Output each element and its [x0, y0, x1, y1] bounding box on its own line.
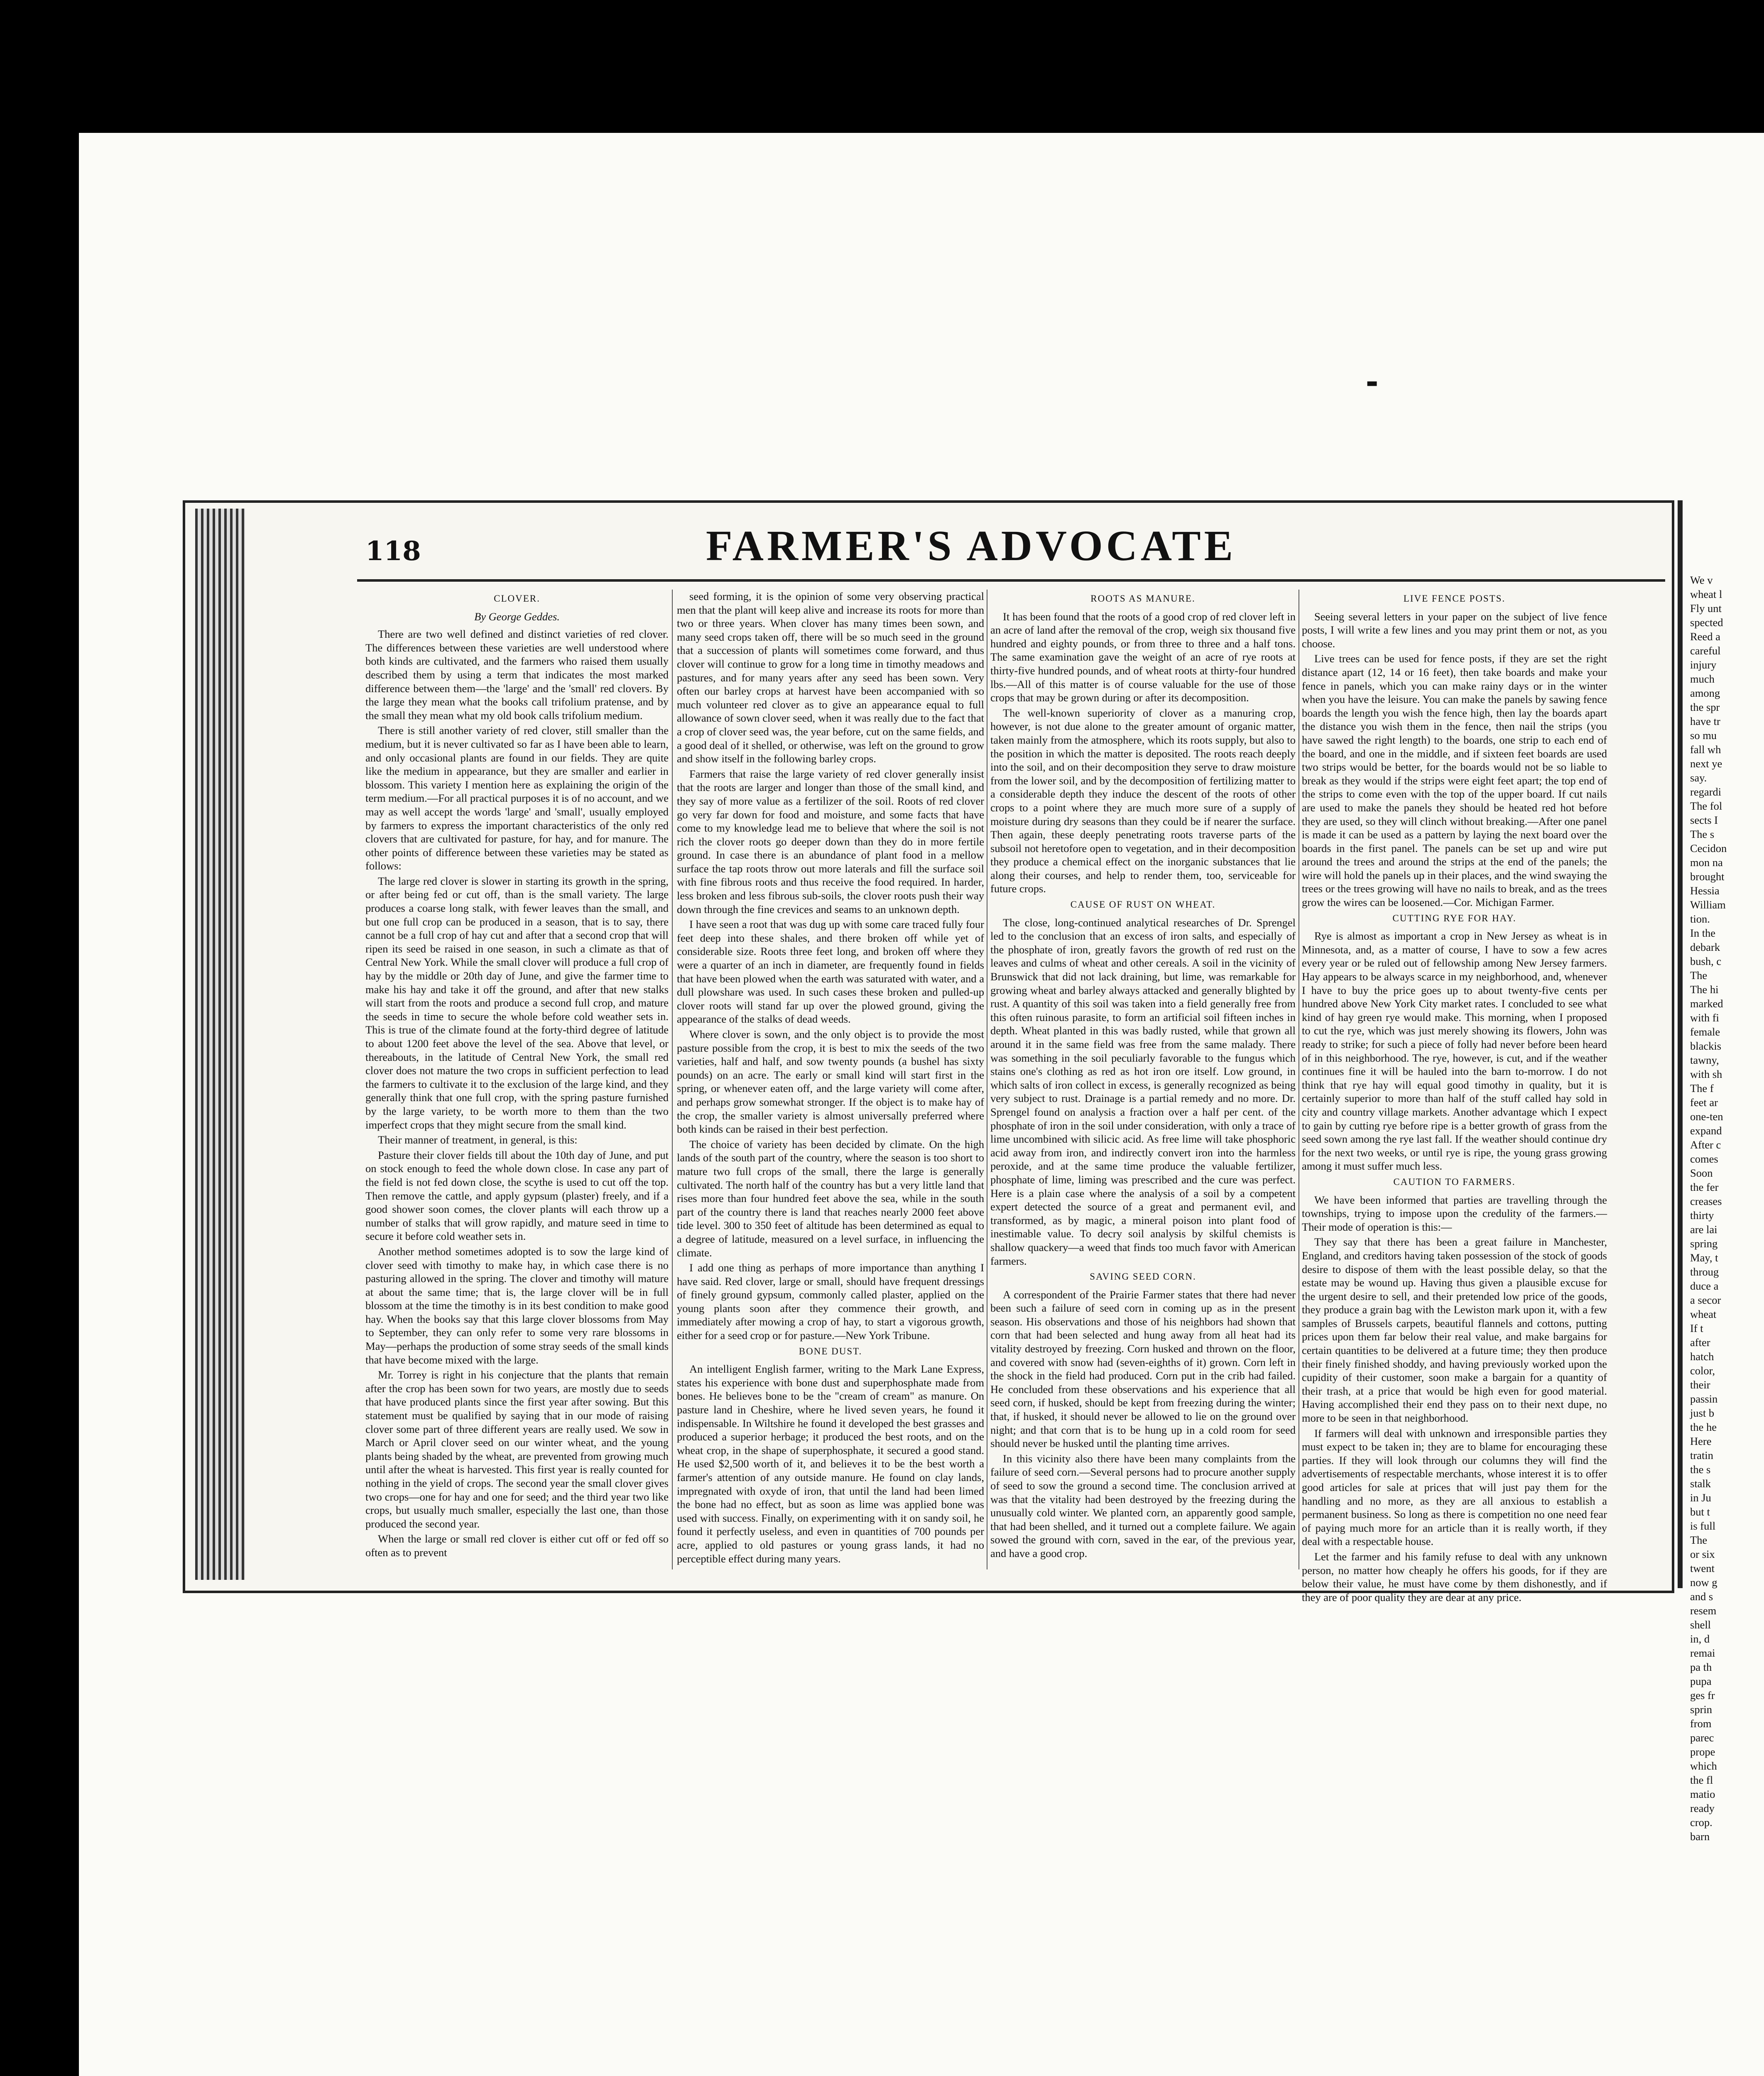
fragment-line: color,: [1690, 1364, 1715, 1377]
fragment-line: prope: [1690, 1746, 1715, 1758]
page-binding: [195, 509, 245, 1580]
article-heading: BONE DUST.: [799, 1346, 862, 1356]
fragment-line: parec: [1690, 1731, 1714, 1744]
fragment-line: ges fr: [1690, 1689, 1715, 1701]
article-heading: CLOVER.: [494, 593, 540, 604]
fragment-line: the spr: [1690, 701, 1720, 713]
fragment-line: twent: [1690, 1562, 1715, 1574]
fragment-line: much: [1690, 673, 1715, 685]
fragment-line: Here: [1690, 1435, 1712, 1447]
fragment-line: their: [1690, 1378, 1710, 1391]
fragment-line: creases: [1690, 1195, 1722, 1207]
fragment-line: in, d: [1690, 1633, 1710, 1645]
fragment-line: wheat: [1690, 1308, 1717, 1320]
article-paragraph: Rye is almost as important a crop in New Jersey as wheat is in Minnesota, and, as a matter of course, I have to sow a few acres every year or be ruled out of fellowship among New Jersey farmers. Hay appears to be always scarce in my neighborhood, and, whenever I have to buy the price goes up to about twenty-five cents per hundred above New York City market rates. I concluded to see what kind of hay green rye would make. This morning, when I proposed to cut the rye, which was just merely showing its flowers, John was ready to strike; for such a piece of folly had never before been heard of in this neighborhood. The rye, however, is cut, and if the weather continues fine it will be hauled into the barn to-morrow. I do not think that rye hay will equal good timothy in quality, but it is certainly superior to more than half of the stuff called hay sold in city and country village markets. Another advantage which I expect to gain by cutting rye before ripe is a better growth of grass from the seed sown among the rye last fall. If the weather should continue dry for the next two weeks, or until rye is ripe, the young grass growing among it must suffer much less.: [1302, 930, 1607, 1173]
fragment-line: next ye: [1690, 757, 1722, 770]
fragment-line: If t: [1690, 1322, 1703, 1334]
article-paragraph: The choice of variety has been decided by climate. On the high lands of the south part of the country, where the season is too short to mature two full crops of the small, there the large is generally cultivated. The north half of the country has but a very little land that rises more than four hundred feet above the sea, while in the south part of the country there is land that reaches nearly 2000 feet above tide level. 300 to 350 feet of altitude has been determined as equal to a degree of latitude, measured on a level surface, in influencing the climate.: [677, 1138, 984, 1259]
column-divider: [672, 590, 673, 1569]
fragment-line: the fer: [1690, 1181, 1719, 1193]
article-paragraph: Their manner of treatment, in general, is this:: [378, 1133, 578, 1146]
fragment-line: with fi: [1690, 1011, 1719, 1024]
article-paragraph: Let the farmer and his family refuse to deal with any unknown person, no matter how cheaply he offers his goods, for if they are below their value, he must have come by them dishonestly, and if they are of poor quality they are dear at any price.: [1302, 1550, 1607, 1604]
column-2: [677, 590, 984, 1569]
fragment-line: the he: [1690, 1421, 1717, 1433]
fragment-line: is full: [1690, 1520, 1716, 1532]
article-paragraph: Pasture their clover fields till about the 10th day of June, and put on stock enough to feed the whole down close. In case any part of the field is not fed down close, the scythe is used to cut off the top. Then remove the cattle, and apply gypsum (plaster) freely, and if a good shower soon comes, the clover plants will each throw up a number of stalks that will grow rapidly, and mature seed in time to secure it before cold weather sets in.: [365, 1148, 669, 1243]
fragment-line: ready: [1690, 1802, 1715, 1814]
article-paragraph: Live trees can be used for fence posts, if they are set the right distance apart (12, 14 or 16 feet), then take boards and make your fence in panels, which you can make rainy days or in the winter when you have the leisure. You can make the panels by sawing fence boards the length you wish the fence high, then lay the boards apart the distance you wish them in the fence, then nail the strips (you have sawed the right length) to the boards, one strip to each end of the board, and one in the middle, and if sixteen feet boards are used two strips would be better, for the boards would not be so liable to break as they would if the strips were eight feet apart; the top end of the strips to come even with the top of the upper board. If cut nails are used to make the panels they should be heated red hot before they are used, so they will clinch without breaking.—After one panel is made it can be used as a pattern by laying the next board over the boards in the first panel. The panels can be set up and wire put around the trees and around the strips at the end of the panels; the wire will hold the panels up in their places, and the wind swaying the trees or the trees growing will have no nails to break, and as the trees grow the wires can be loosened.—Cor. Michigan Farmer.: [1302, 652, 1607, 909]
fragment-line: marked: [1690, 997, 1723, 1010]
fragment-line: brought: [1690, 870, 1725, 883]
fragment-line: Fly unt: [1690, 602, 1722, 614]
fragment-line: now g: [1690, 1576, 1717, 1589]
fragment-line: mon na: [1690, 856, 1723, 869]
fragment-line: tratin: [1690, 1449, 1713, 1462]
article-paragraph: If farmers will deal with unknown and irresponsible parties they must expect to be taken in; they are to blame for encouraging these parties. If they will look through our columns they will find the advertisements of respectable merchants, whose interest it is to offer good articles for sale at prices that will just pay them for the handling and no more, as they are all anxious to establish a permanent business. So long as there is competition no one need fear of paying much more for an article than it is really worth, if they deal with a respectable house.: [1302, 1427, 1607, 1548]
article-paragraph: There is still another variety of red clover, still smaller than the medium, but it is never cultivated so far as I have been able to learn, and only occasional plants are found in our fields. They are quite like the medium in appearance, but they are smaller and earlier in blossom. This variety I mention here as explaining the origin of the term medium.—For all practical purposes it is of no account, and we may as well accept the words 'large' and 'small', usually employed by farmers to express the important characteristics of the only red clovers that are cultivated for pasture, for hay, and for manure. The other points of difference between these varieties may be stated as follows:: [365, 724, 669, 872]
fragment-line: spring: [1690, 1237, 1718, 1250]
fragment-line: bush, c: [1690, 955, 1722, 967]
fragment-line: pupa: [1690, 1675, 1712, 1687]
fragment-line: one-ten: [1690, 1110, 1723, 1123]
article-paragraph: Mr. Torrey is right in his conjecture that the plants that remain after the crop has been sown for two years, are mostly due to seeds that have produced plants since the first year after sowing. But this statement must be qualified by saying that in our mode of raising clover some part of three different years are really used. We sow in March or April clover seed on our winter wheat, and the young plants being shaded by the wheat, are prevented from growing much until after the wheat is harvested. This first year is really counted for nothing in the yield of crops. The second year the small clover gives two crops—one for hay and one for seed; and the third year two like crops, but usually much smaller, especially the last one, than those produced the second year.: [365, 1368, 669, 1530]
article-paragraph: We have been informed that parties are travelling through the townships, trying to impose upon the credulity of the farmers.—Their mode of operation is this:—: [1302, 1193, 1607, 1233]
fragment-line: among: [1690, 687, 1720, 699]
fragment-line: female: [1690, 1026, 1720, 1038]
fragment-line: spected: [1690, 616, 1723, 629]
article-byline: By George Geddes.: [474, 610, 560, 623]
fragment-line: duce a: [1690, 1280, 1719, 1292]
fragment-line: resem: [1690, 1604, 1717, 1617]
article-paragraph: When the large or small red clover is either cut off or fed off so often as to prevent: [365, 1533, 669, 1559]
fragment-line: The: [1690, 969, 1708, 982]
fragment-line: barn: [1690, 1830, 1710, 1843]
fragment-line: have tr: [1690, 715, 1720, 727]
fragment-line: which: [1690, 1760, 1717, 1772]
fragment-line: injury: [1690, 659, 1717, 671]
article-paragraph: They say that there has been a great failure in Manchester, England, and creditors having taken possession of the stock of goods desire to dispose of them with the least possible delay, so that the estate may be wound up. Having thus given a plausible excuse for the urgent desire to sell, and their pretended low price of the goods, they produce a grain bag with the Lewiston mark upon it, with a few samples of Brussels carpets, beautiful flannels and cottons, putting prices upon them far below their real value, and make bargains for certain quantities to be delivered at a future time; they then produce their finely finished shoddy, and having previously worked upon the cupidity of their customer, soon make a bargain for a quantity of their trash, at a price that would be high even for good material. Having accomplished their end they pass on to their next dupe, no more to be seen in that neighborhood.: [1302, 1236, 1607, 1425]
fragment-line: The f: [1690, 1082, 1714, 1094]
column-divider: [1298, 590, 1299, 1569]
header-rule: [357, 579, 1665, 582]
article-heading: CAUSE OF RUST ON WHEAT.: [1070, 899, 1216, 910]
margin-mark: ▬: [1366, 376, 1378, 390]
fragment-line: but t: [1690, 1506, 1710, 1518]
fragment-line: with sh: [1690, 1068, 1722, 1080]
fragment-line: Reed a: [1690, 630, 1720, 643]
fragment-line: the s: [1690, 1463, 1711, 1476]
page-edge: [1678, 500, 1683, 1588]
fragment-line: The s: [1690, 828, 1715, 840]
fragment-line: so mu: [1690, 729, 1717, 742]
article-paragraph: Farmers that raise the large variety of red clover generally insist that the roots are larger and longer than those of the small kind, and they say of more value as a fertilizer of the soil. Roots of red clover go very far down for food and moisture, and some facts that have come to my knowledge lead me to believe that where the soil is not rich the clover roots go deeper down than they do in more fertile ground. In case there is an abundance of plant food in a mellow surface the tap roots throw out more laterals and fill the surface soil with fine fibrous roots and thus receive the food required. In harder, less broken and less fibrous sub-soils, the clover roots push their way down through the fine crevices and seams to an unknown depth.: [677, 767, 984, 916]
article-paragraph: I have seen a root that was dug up with some care traced fully four feet deep into these shales, and there broken off while yet of considerable size. Roots three feet long, and broken off where they were a quarter of an inch in diameter, are frequently found in fields that have been plowed when the earth was saturated with water, and a dull plowshare was used. In such cases these broken and pulled-up clover roots will stand far up over the plowed ground, giving the appearance of the stalks of dead weeds.: [677, 918, 984, 1026]
article-paragraph: In this vicinity also there have been many complaints from the failure of seed corn.—Several persons had to procure another supply of seed to sow the ground a second time. The conclusion arrived at was that the vitality had been destroyed by the freezing during the unusually cold winter. We planted corn, an apparently good sample, that had been shelled, and it turned out a complete failure. We again sowed the ground with corn, saved in the ear, of the previous year, and have a good crop.: [990, 1452, 1296, 1559]
article-heading: LIVE FENCE POSTS.: [1403, 593, 1506, 604]
fragment-line: a secor: [1690, 1294, 1721, 1306]
fragment-line: passin: [1690, 1393, 1718, 1405]
adjacent-page-fragment: [1690, 573, 1764, 1843]
article-paragraph: An intelligent English farmer, writing to the Mark Lane Express, states his experience with bone dust and superphosphate made from bones. He believes bone to be the "cream of cream" as manure. On pasture land in Cheshire, where he lived seven years, he found it indispensable. In Wiltshire he found it developed the best grasses and produced a superior herbage; it produced the best roots, and on the wheat crop, in the shape of superphosphate, it secured a good stand. He used $2,500 worth of it, and believes it to be the best worth a farmer's attention of any outside manure. He found on clay lands, impregnated with oxyde of iron, that until the land had been limed the bone had no effect, but as soon as lime was applied bone was used with success. Finally, on experimenting with it on sandy soil, he found it perfectly useless, and even in quantities of 700 pounds per acre, applied to old pastures or young grass lands, it had no perceptible effect during many years.: [677, 1363, 984, 1565]
article-heading: CUTTING RYE FOR HAY.: [1392, 913, 1517, 923]
fragment-line: throug: [1690, 1266, 1719, 1278]
fragment-line: the fl: [1690, 1774, 1713, 1786]
article-paragraph: It has been found that the roots of a good crop of red clover left in an acre of land after the removal of the crop, weigh six thousand five hundred and eighty pounds, or from three to three and a half tons. The same examination gave the weight of an acre of rye roots at thirty-five hundred pounds, and of wheat roots at thirty-four hundred lbs.—All of this matter is of course valuable for the use of those crops that may be grown during or after its decomposition.: [990, 610, 1296, 704]
fragment-line: Soon: [1690, 1167, 1713, 1179]
fragment-line: Hessia: [1690, 884, 1720, 897]
fragment-line: in Ju: [1690, 1491, 1711, 1504]
fragment-line: after: [1690, 1336, 1710, 1349]
fragment-line: After c: [1690, 1138, 1721, 1151]
fragment-line: say.: [1690, 771, 1707, 784]
article-paragraph: The well-known superiority of clover as a manuring crop, however, is not due alone to the greater amount of organic matter, taken mainly from the atmosphere, which its roots supply, but also to the position in which the matter is deposited. The roots reach deeply into the soil, and on their decomposition they serve to draw moisture from the lower soil, and by the decomposition of fertilizing matter to a considerable depth they induce the descent of the roots of other crops to a point where they are much more sure of a supply of moisture during dry seasons than they could be if nearer the surface. Then again, these deeply penetrating roots traverse parts of the subsoil not heretofore open to vegetation, and in their decomposition they produce a chemical effect on the inorganic substances that lie along their courses, and help to render them, too, serviceable for future crops.: [990, 706, 1296, 895]
fragment-line: wheat l: [1690, 588, 1722, 600]
page-number: 118: [365, 536, 421, 567]
article-heading: SAVING SEED CORN.: [1090, 1271, 1196, 1282]
fragment-line: In the: [1690, 927, 1716, 939]
fragment-line: hatch: [1690, 1350, 1714, 1363]
fragment-line: feet ar: [1690, 1096, 1718, 1109]
fragment-line: are lai: [1690, 1223, 1717, 1236]
fragment-line: tawny,: [1690, 1054, 1719, 1066]
fragment-line: blackis: [1690, 1040, 1722, 1052]
fragment-line: or six: [1690, 1548, 1715, 1560]
fragment-line: comes: [1690, 1153, 1718, 1165]
fragment-line: Cecidon: [1690, 842, 1727, 854]
fragment-line: careful: [1690, 644, 1721, 657]
article-paragraph: Seeing several letters in your paper on the subject of live fence posts, I will write a few lines and you may print them or not, as you choose.: [1302, 610, 1607, 650]
fragment-line: sprin: [1690, 1703, 1712, 1716]
article-paragraph: seed forming, it is the opinion of some very observing practical men that the plant will keep alive and increase its roots for more than two or three years. When clover has many times been sown, and many seed crops taken off, there will be so much seed in the ground that a succession of plants will sometimes come forward, and thus clover will continue to grow for a long time in timothy meadows and pastures, and for many years after any seed has been sown. Very often our barley crops at harvest have been accompanied with so much volunteer red clover as to give an appearance equal to full allowance of sown clover seed, when it was really due to the fact that a crop of clover seed was, the year before, cut on the same fields, and a good deal of it shelled, or otherwise, was left on the ground to grow and show itself in the following barley crops.: [677, 590, 984, 765]
fragment-line: tion.: [1690, 913, 1710, 925]
fragment-line: expand: [1690, 1124, 1722, 1137]
fragment-line: fall wh: [1690, 743, 1721, 756]
column-1: [365, 590, 669, 1569]
article-heading: CAUTION TO FARMERS.: [1393, 1176, 1516, 1187]
fragment-line: shell: [1690, 1618, 1711, 1631]
column-3: [990, 590, 1296, 1569]
fragment-line: remai: [1690, 1647, 1715, 1659]
fragment-line: The fol: [1690, 800, 1722, 812]
fragment-line: stalk: [1690, 1477, 1711, 1490]
fragment-line: debark: [1690, 941, 1720, 953]
article-paragraph: A correspondent of the Prairie Farmer states that there had never been such a failure of seed corn in coming up as in the present season. His observations and those of his neighbors had shown that corn that had been selected and hung away from all heat had its vitality destroyed by freezing. Corn husked and thrown on the floor, and covered with snow had (seven-eighths of it) grown. Corn left in the shock in the field had produced. Corn put in the crib had failed. He concluded from these observations and his experience that all seed corn, if husked, should be kept from freezing during the winter; that, if husked, it should never be allowed to lie on the ground over night; and that corn that is to be hung up in a cold room for seed should never be husked until the planting time arrives.: [990, 1288, 1296, 1450]
fragment-line: pa th: [1690, 1661, 1712, 1673]
fragment-line: matio: [1690, 1788, 1715, 1800]
column-4: [1302, 590, 1607, 1604]
fragment-line: We v: [1690, 574, 1713, 586]
fragment-line: May, t: [1690, 1251, 1718, 1264]
article-paragraph: The close, long-continued analytical researches of Dr. Sprengel led to the conclusion that an excess of iron salts, and especially of the phosphate of iron, greatly favors the growth of red rust on the leaves and culms of wheat and other cereals. A soil in the vicinity of Brunswick that did not lack draining, but lime, was remarkable for growing wheat and barley always attacked and generally blighted by rust. A quantity of this soil was taken into a field generally free from this often ruinous parasite, to form an artificial soil fifteen inches in depth. Wheat planted in this was badly rusted, while that grown all around it in the same field was free from the same malady. There was something in the soil peculiarly favorable to the fungus which stains one's clothing as red as hot iron ore itself. Low ground, in which salts of iron collect in excess, is generally recognized as being very subject to rust. Drainage is a partial remedy and no more. Dr. Sprengel found on analysis a fraction over a half per cent. of the phosphate of iron in the soil under consideration, with only a trace of lime uncombined with silicic acid. As free lime will take phosphoric acid away from iron, and indirectly convert iron into the harmless peroxide, and at the same time produce the valuable fertilizer, phosphate of lime, liming was prescribed and the cure was perfect. Here is a plain case where the analysis of a soil by a competent expert detected the source of a great and permanent evil, and transformed, as by magic, a mineral poison into plant food of inestimable value. To decry soil analysis by skilful chemists is shallow quackery—a weed that finds too much favor with American farmers.: [990, 916, 1296, 1267]
fragment-line: regardi: [1690, 786, 1722, 798]
fragment-line: sects I: [1690, 814, 1718, 826]
article-paragraph: I add one thing as perhaps of more importance than anything I have said. Red clover, large or small, should have frequent dressings of finely ground gypsum, commonly called plaster, applied on the young plants soon after they commence their growth, and immediately after mowing a crop of hay, to start a vigorous growth, either for a seed crop or for pasture.—New York Tribune.: [677, 1261, 984, 1342]
fragment-line: from: [1690, 1717, 1712, 1730]
fragment-line: The hi: [1690, 983, 1719, 996]
article-paragraph: Another method sometimes adopted is to sow the large kind of clover seed with timothy to make hay, in which case there is no pasturing allowed in the spring. The clover and timothy will mature at about the same time; that is, the large clover will be in full blossom at the time the timothy is in its best condition to make good hay. When the books say that this large clover blossoms from May to September, they can only refer to some very rare blossoms in May—perhaps the production of some stray seeds of the small kinds that have become mixed with the large.: [365, 1245, 669, 1366]
fragment-line: thirty: [1690, 1209, 1714, 1222]
article-paragraph: Where clover is sown, and the only object is to provide the most pasture possible from the crop, it is best to mix the seeds of the two varieties, half and half, and sow twenty pounds (a bushel has sixty pounds) on an acre. The early or small kind will start first in the spring, or whenever eaten off, and the large variety will come after, and perhaps grow somewhat stronger. If the object is to make hay of the crop, the smaller variety is almost universally preferred where both kinds can be raised in their best perfection.: [677, 1028, 984, 1136]
fragment-line: crop.: [1690, 1816, 1713, 1829]
article-paragraph: There are two well defined and distinct varieties of red clover. The differences between these varieties are well understood where both kinds are cultivated, and the farmers who raised them usually described them by using a term that indicates the most marked difference between them—the 'large' and the 'small' red clovers. By the large they mean what the books call trifolium pratense, and by the small they mean what my old book calls trifolium medium.: [365, 628, 669, 722]
fragment-line: and s: [1690, 1590, 1713, 1603]
fragment-line: William: [1690, 898, 1726, 911]
article-paragraph: The large red clover is slower in starting its growth in the spring, or after being fed or cut off, than is the small variety. The large produces a coarse long stalk, with fewer leaves than the small, and but one full crop can be produced in a season, that is to say, there cannot be a full crop of hay cut and after that a second crop that will ripen its seed be raised in one season, in such a climate as that of Central New York. While the small clover will produce a full crop of hay by the middle or 20th day of June, and give the farmer time to make his hay and take it off the ground, and after that new stalks will start from the roots and produce a second full crop, and mature the seeds in time to secure the whole before cold weather sets in. This is true of the climate found at the forty-third degree of latitude to about 1200 feet above the level of the sea. Above that level, or thereabouts, in the latitude of Central New York, the small red clover does not mature the two crops in sufficient perfection to lead the farmers to cultivate it to the exclusion of the large kind, and they generally think that one full crop, with the spring pasture furnished by the large variety, to be worth more to them than the two imperfect crops that they might secure from the small kind.: [365, 874, 669, 1131]
masthead-title: FARMER'S ADVOCATE: [706, 522, 1237, 570]
fragment-line: The: [1690, 1534, 1708, 1546]
article-heading: ROOTS AS MANURE.: [1090, 593, 1196, 604]
fragment-line: just b: [1690, 1407, 1715, 1419]
